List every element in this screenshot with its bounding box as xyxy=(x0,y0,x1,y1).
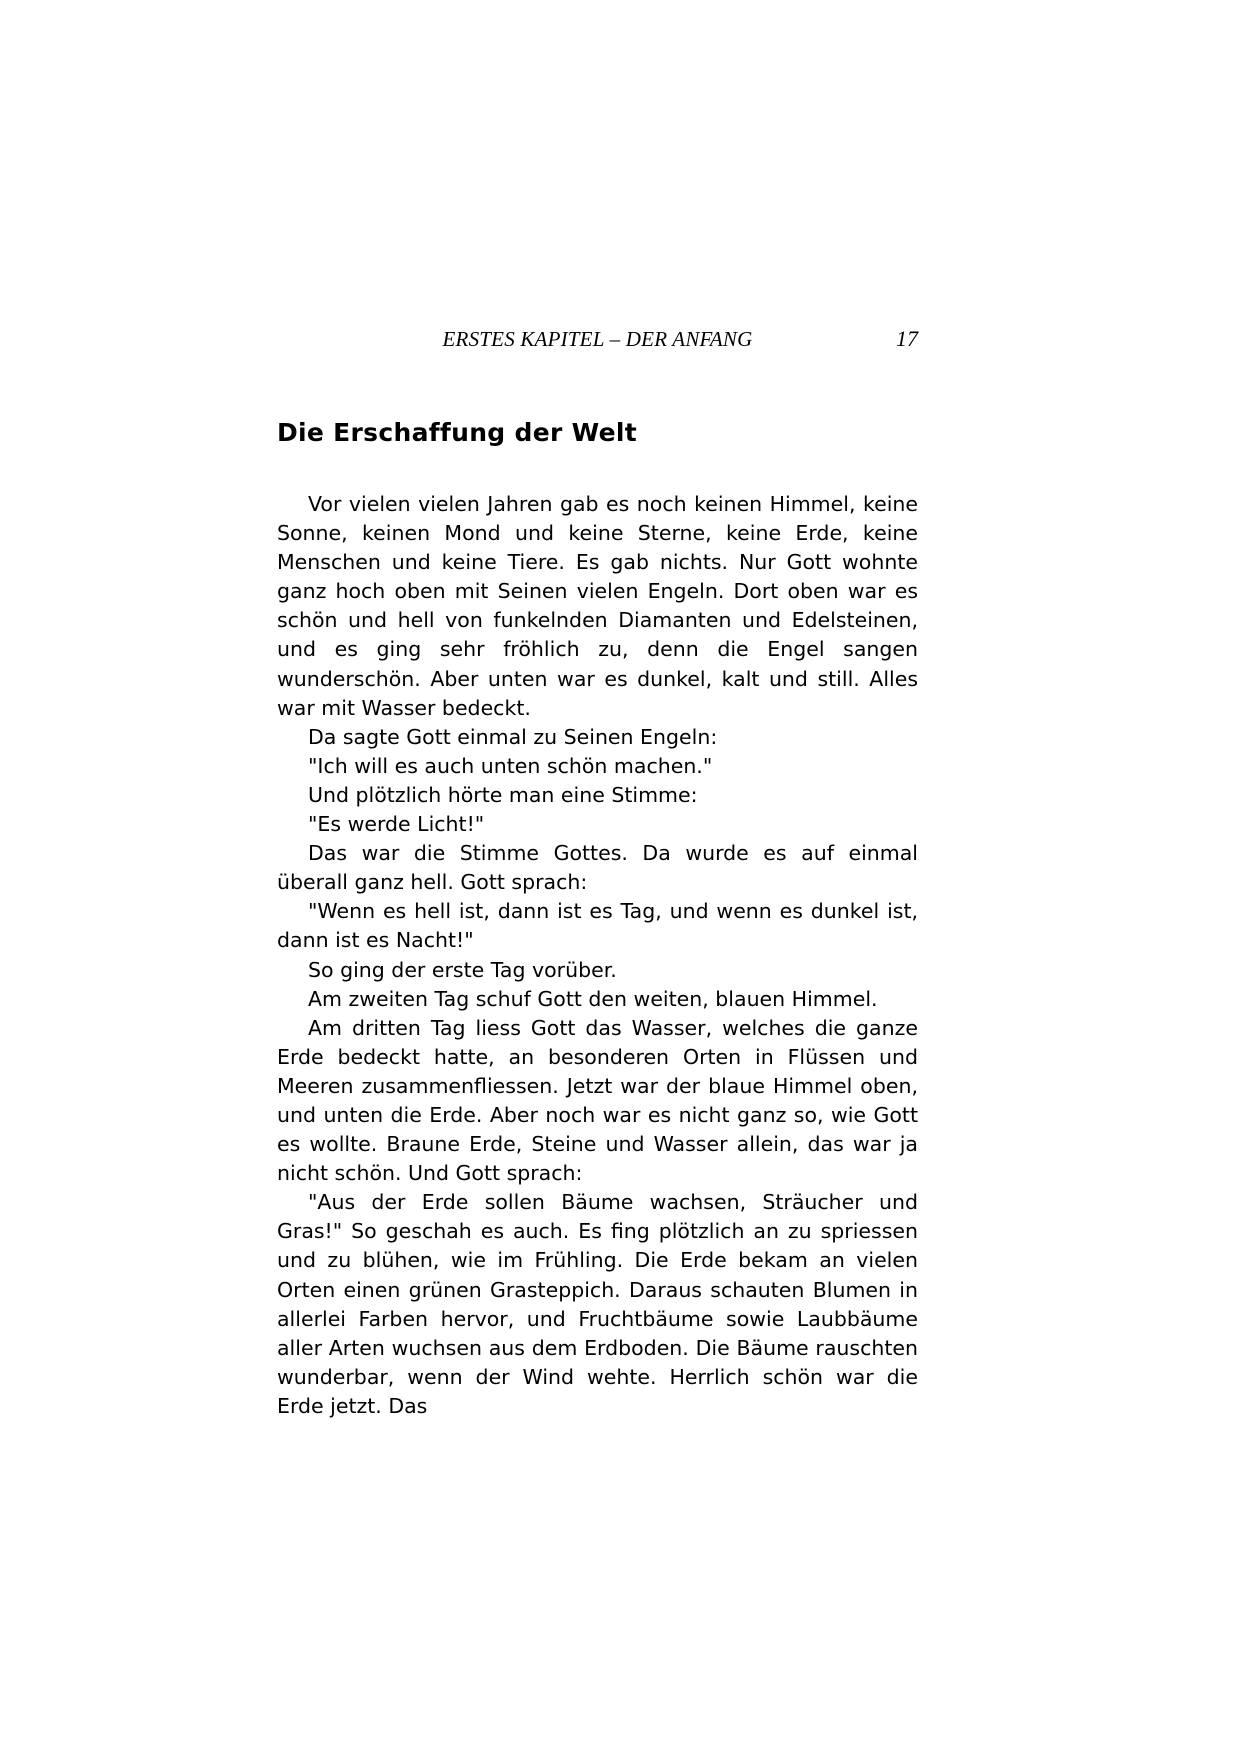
paragraph: "Aus der Erde sollen Bäume wachsen, Sträucher und Gras!" So geschah es auch. Es fing plötzlich an zu spriessen und zu blühen, wie im Frühling. Die Erde bekam an vielen Orten einen grünen Grasteppich. Daraus schauten Blumen in allerlei Farben hervor, und Fruchtbäume sowie Laubbäume aller Arten wuchsen aus dem Erdboden. Die Bäume rauschten wunderbar, wenn der Wind wehte. Herrlich schön war die Erde jetzt. Das xyxy=(277,1190,918,1418)
body-text xyxy=(277,490,918,1421)
paragraph: Am dritten Tag liess Gott das Wasser, welches die ganze Erde bedeckt hatte, an besonderen Orten in Flüssen und Meeren zusammenfliessen. Jetzt war der blaue Himmel oben, und unten die Erde. Aber noch war es nicht ganz so, wie Gott es wollte. Braune Erde, Steine und Wasser allein, das war ja nicht schön. Und Gott sprach: xyxy=(277,1015,918,1186)
page-number: 17 xyxy=(896,326,918,351)
paragraph: "Ich will es auch unten schön machen." xyxy=(308,753,713,778)
paragraph: Vor vielen vielen Jahren gab es noch keinen Himmel, keine Sonne, keinen Mond und keine Sterne, keine Erde, keine Menschen und keine Tiere. Es gab nichts. Nur Gott wohnte ganz hoch oben mit Seinen vielen Engeln. Dort oben war es schön und hell von funkelnden Diamanten und Edelsteinen, und es ging sehr fröhlich zu, denn die Engel sangen wunderschön. Aber unten war es dunkel, kalt und still. Alles war mit Wasser bedeckt. xyxy=(277,492,918,720)
paragraph: Das war die Stimme Gottes. Da wurde es auf einmal überall ganz hell. Gott sprach: xyxy=(277,841,918,895)
paragraph: "Es werde Licht!" xyxy=(308,812,485,837)
paragraph: So ging der erste Tag vorüber. xyxy=(308,957,617,982)
paragraph: Am zweiten Tag schuf Gott den weiten, blauen Himmel. xyxy=(308,986,878,1011)
chapter-heading: Die Erschaffung der Welt xyxy=(277,418,637,447)
running-title: ERSTES KAPITEL – DER ANFANG xyxy=(442,327,753,351)
running-header xyxy=(277,322,918,356)
paragraph: Und plötzlich hörte man eine Stimme: xyxy=(308,782,698,807)
paragraph: "Wenn es hell ist, dann ist es Tag, und wenn es dunkel ist, dann ist es Nacht!" xyxy=(277,899,918,953)
paragraph: Da sagte Gott einmal zu Seinen Engeln: xyxy=(308,724,718,749)
